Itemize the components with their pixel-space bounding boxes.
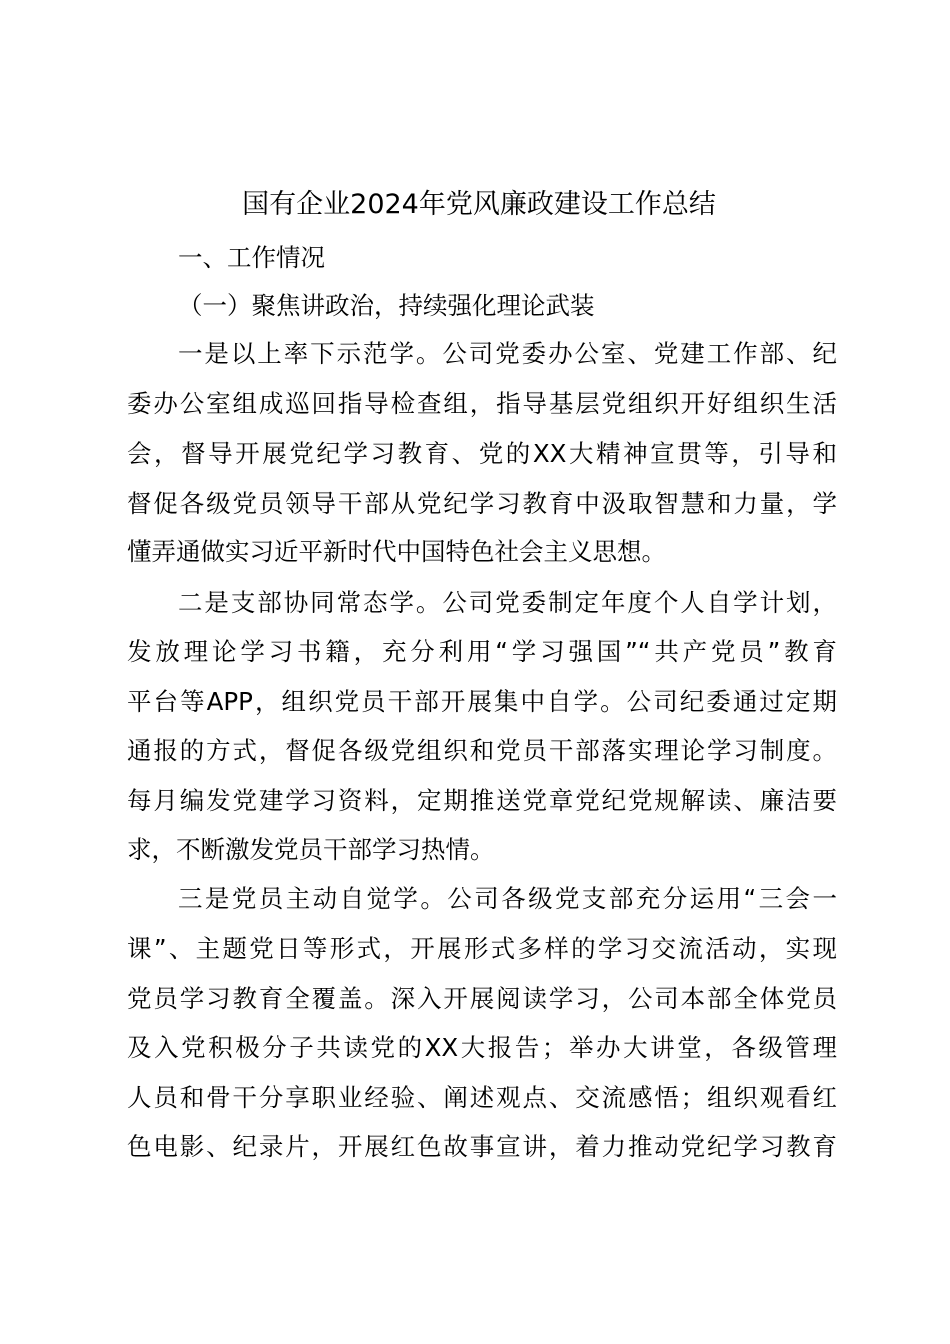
paragraph-line: 求，不断激发党员干部学习热情。 — [127, 835, 495, 864]
document-title: 国有企业2024年党风廉政建设工作总结 — [242, 189, 716, 220]
paragraph-line: 会，督导开展党纪学习教育、党的XX大精神宣贯等，引导和 — [127, 439, 837, 468]
subsection-heading: （一）聚焦讲政治，持续强化理论武装 — [178, 291, 595, 320]
paragraph-line: 委办公室组成巡回指导检查组，指导基层党组织开好组织生活 — [127, 389, 837, 418]
paragraph-line: 三是党员主动自觉学。公司各级党支部充分运用“三会一 — [178, 884, 837, 913]
paragraph-line: 平台等APP，组织党员干部开展集中自学。公司纪委通过定期 — [127, 687, 837, 716]
paragraph-line: 通报的方式，督促各级党组织和党员干部落实理论学习制度。 — [127, 736, 837, 765]
paragraph-line: 及入党积极分子共读党的XX大报告；举办大讲堂，各级管理 — [127, 1033, 837, 1062]
paragraph-line: 督促各级党员领导干部从党纪学习教育中汲取智慧和力量，学 — [127, 489, 837, 518]
paragraph-line: 色电影、纪录片，开展红色故事宣讲，着力推动党纪学习教育 — [127, 1132, 837, 1161]
paragraph-line: 党员学习教育全覆盖。深入开展阅读学习，公司本部全体党员 — [127, 984, 837, 1013]
paragraph-line: 课”、主题党日等形式，开展形式多样的学习交流活动，实现 — [127, 934, 837, 963]
paragraph-line: 发放理论学习书籍，充分利用“学习强国”“共产党员”教育 — [127, 637, 837, 666]
paragraph-line: 懂弄通做实习近平新时代中国特色社会主义思想。 — [127, 537, 666, 566]
paragraph-line: 二是支部协同常态学。公司党委制定年度个人自学计划， — [178, 588, 837, 617]
paragraph-line: 人员和骨干分享职业经验、阐述观点、交流感悟；组织观看红 — [127, 1083, 837, 1112]
section-heading: 一、工作情况 — [178, 243, 325, 272]
paragraph-line: 每月编发党建学习资料，定期推送党章党纪党规解读、廉洁要 — [127, 786, 837, 815]
paragraph-line: 一是以上率下示范学。公司党委办公室、党建工作部、纪 — [178, 339, 837, 368]
